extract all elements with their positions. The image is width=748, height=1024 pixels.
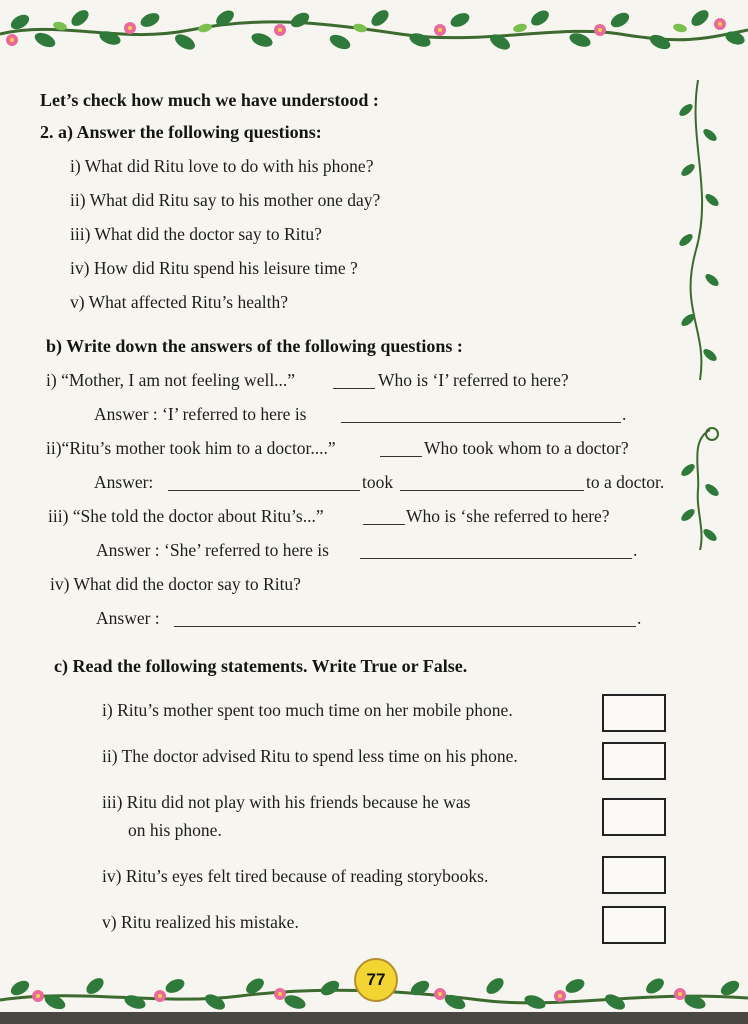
page-edge-shadow: [0, 1012, 748, 1024]
question-b-2-quote: ii)“Ritu’s mother took him to a doctor....”: [46, 438, 336, 458]
section-a-title: 2. a) Answer the following questions:: [40, 122, 322, 142]
question-b-1-quote: i) “Mother, I am not feeling well...”: [46, 370, 296, 390]
answer-b-4-label: Answer :: [96, 608, 160, 628]
answer-b-4-end: .: [637, 608, 642, 628]
statement-c-3-cont: on his phone.: [128, 820, 222, 840]
question-b-1-ask: Who is ‘I’ referred to here?: [378, 370, 569, 390]
true-false-box-4[interactable]: [602, 856, 666, 894]
blank-line: [363, 524, 405, 525]
question-a-5: v) What affected Ritu’s health?: [70, 292, 289, 312]
question-b-2-ask: Who took whom to a doctor?: [424, 438, 629, 458]
section-c-title: c) Read the following statements. Write True or False.: [54, 656, 468, 676]
right-vine-bottom: [670, 420, 730, 550]
answer-b-2-end: to a doctor.: [586, 472, 665, 492]
statement-c-4: iv) Ritu’s eyes felt tired because of reading storybooks.: [102, 866, 489, 886]
question-a-2: ii) What did Ritu say to his mother one day?: [70, 190, 381, 210]
blank-line: [333, 388, 375, 389]
answer-b-1-label: Answer : ‘I’ referred to here is: [94, 404, 307, 424]
right-vine-top: [668, 80, 728, 380]
question-a-4: iv) How did Ritu spend his leisure time ?: [70, 258, 358, 278]
answer-b-2-field-1[interactable]: [168, 490, 360, 491]
statement-c-3: iii) Ritu did not play with his friends because he was: [102, 792, 471, 812]
blank-line: [380, 456, 422, 457]
true-false-box-3[interactable]: [602, 798, 666, 836]
question-a-3: iii) What did the doctor say to Ritu?: [70, 224, 322, 244]
statement-c-5: v) Ritu realized his mistake.: [102, 912, 299, 932]
answer-b-3-field[interactable]: [360, 558, 632, 559]
top-floral-border: [0, 0, 748, 62]
answer-b-2-field-2[interactable]: [400, 490, 584, 491]
answer-b-1-end: .: [622, 404, 627, 424]
page-heading: Let’s check how much we have understood :: [40, 90, 379, 110]
question-b-4-text: iv) What did the doctor say to Ritu?: [50, 574, 301, 594]
answer-b-3-label: Answer : ‘She’ referred to here is: [96, 540, 329, 560]
answer-b-4-field[interactable]: [174, 626, 636, 627]
page-number: 77: [366, 970, 386, 989]
answer-b-2-middle: took: [362, 472, 394, 492]
answer-b-2-label: Answer:: [94, 472, 154, 492]
question-b-3-quote: iii) “She told the doctor about Ritu’s...”: [48, 506, 324, 526]
statement-c-1: i) Ritu’s mother spent too much time on her mobile phone.: [102, 700, 513, 720]
true-false-box-1[interactable]: [602, 694, 666, 732]
page-number-badge: [354, 958, 398, 1002]
answer-b-1-field[interactable]: [341, 422, 621, 423]
statement-c-2: ii) The doctor advised Ritu to spend less time on his phone.: [102, 746, 518, 766]
true-false-box-5[interactable]: [602, 906, 666, 944]
answer-b-3-end: .: [633, 540, 638, 560]
question-b-3-ask: Who is ‘she referred to here?: [406, 506, 610, 526]
section-b-title: b) Write down the answers of the following questions :: [46, 336, 463, 356]
question-a-1: i) What did Ritu love to do with his phone?: [70, 156, 374, 176]
true-false-box-2[interactable]: [602, 742, 666, 780]
